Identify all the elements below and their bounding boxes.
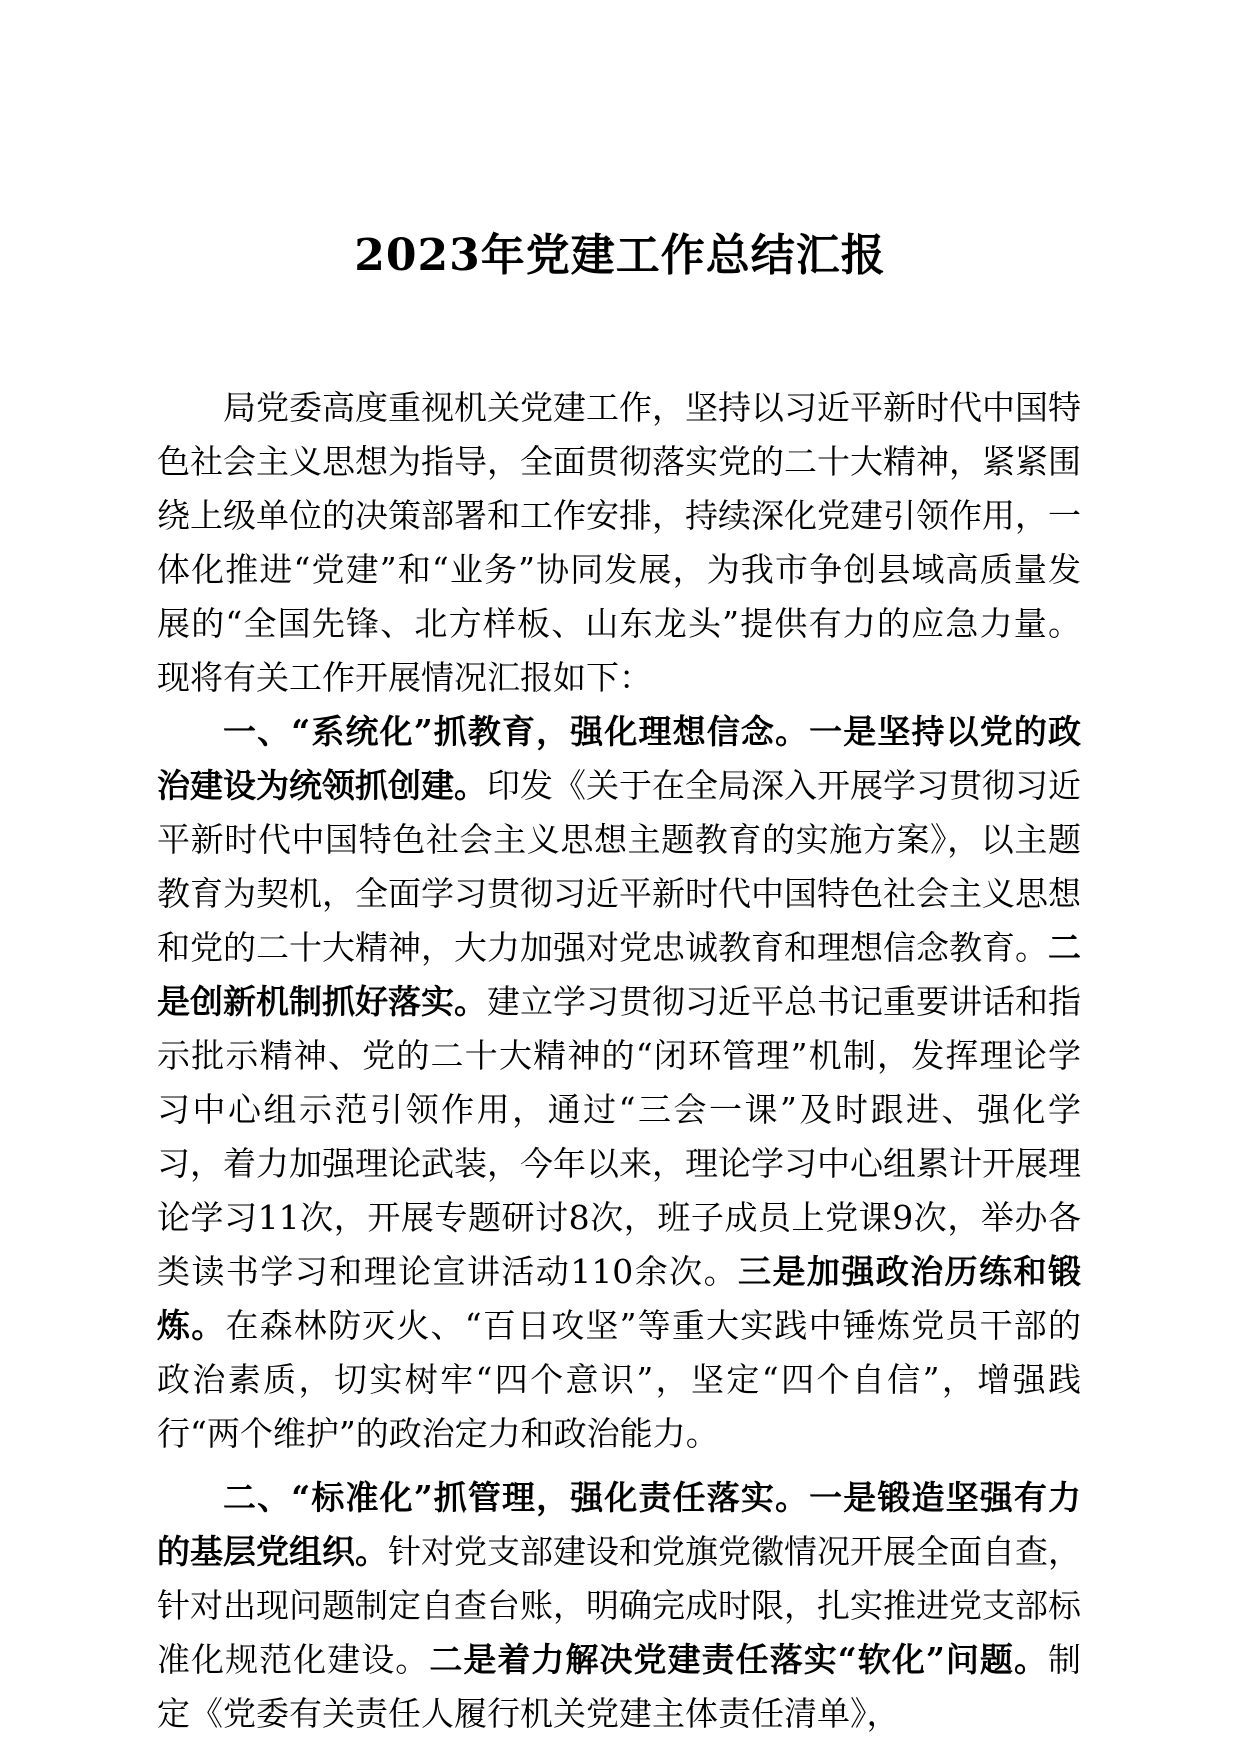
- document-title: 2023年党建工作总结汇报: [354, 230, 886, 281]
- section-2-paragraph: [157, 1471, 1081, 1741]
- section-1-point-1-text: 印发《关于在全局深入开展学习贯彻习近平新时代中国特色社会主义思想主题教育的实施方案》，以主题教育为契机，全面学习贯彻习近平新时代中国特色社会主义思想和党的二十大精神，大力加强对党忠诚教育和理想信念教育。: [157, 766, 1081, 967]
- section-2-point-2-title: 二是着力解决党建责任落实“软化”问题。: [429, 1640, 1049, 1679]
- section-2-point-1-title: 一是锻造坚强有力的基层党组织。: [157, 1478, 1082, 1571]
- section-1-point-2-title: 二是创新机制抓好落实。: [157, 928, 1081, 1021]
- section-2-heading: 二、“标准化”抓管理，强化责任落实。: [223, 1478, 810, 1517]
- section-1-point-3-text: 在森林防灭火、“百日攻坚”等重大实践中锤炼党员干部的政治素质，切实树牢“四个意识”，坚定“四个自信”，增强践行“两个维护”的政治定力和政治能力。: [157, 1306, 1081, 1453]
- intro-paragraph: 局党委高度重视机关党建工作，坚持以习近平新时代中国特色社会主义思想为指导，全面贯彻落实党的二十大精神，紧紧围绕上级单位的决策部署和工作安排，持续深化党建引领作用，一体化推进“党建”和“业务”协同发展，为我市争创县域高质量发展的“全国先锋、北方样板、山东龙头”提供有力的应急力量。现将有关工作开展情况汇报如下：: [157, 388, 1081, 697]
- section-2-point-1-text: 针对党支部建设和党旗党徽情况开展全面自查，针对出现问题制定自查台账，明确完成时限，扎实推进党支部标准化规范化建设。: [157, 1532, 1081, 1679]
- section-2-point-2-text: 制定《党委有关责任人履行机关党建主体责任清单》，: [157, 1640, 1082, 1733]
- document-body: [157, 381, 1081, 1741]
- section-1-paragraph: [157, 705, 1081, 1461]
- section-1-heading: 一、“系统化”抓教育，强化理想信念。: [223, 712, 810, 751]
- section-1-point-2-text: 建立学习贯彻习近平总书记重要讲话和指示批示精神、党的二十大精神的“闭环管理”机制，发挥理论学习中心组示范引领作用，通过“三会一课”及时跟进、强化学习，着力加强理论武装，今年以来，理论学习中心组累计开展理论学习11次，开展专题研讨8次，班子成员上党课9次，举办各类读书学习和理论宣讲活动110余次。: [157, 982, 1081, 1291]
- section-1-point-3-title: 三是加强政治历练和锻炼。: [157, 1252, 1081, 1345]
- section-1-point-1-title: 一是坚持以党的政治建设为统领抓创建。: [157, 712, 1082, 805]
